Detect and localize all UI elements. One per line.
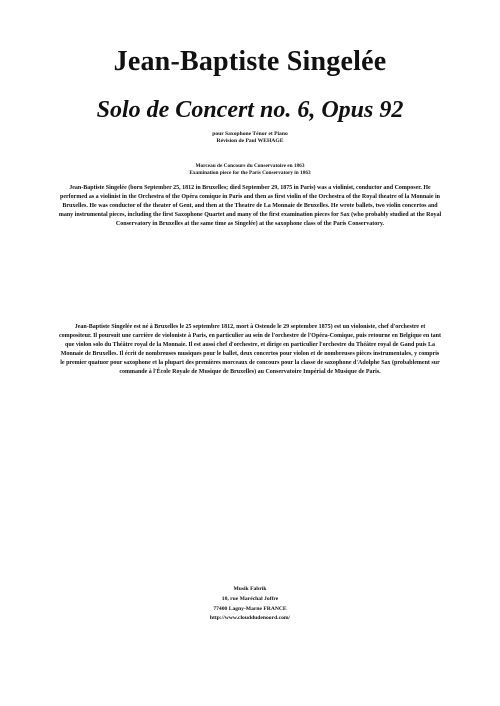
occasion-line-french: Morceau de Concours du Conservatoire en 1863 xyxy=(195,163,305,169)
revision-line: Révision de Paul WEHAGE xyxy=(216,138,284,144)
publisher-city: 77400 Lagny-Marne FRANCE xyxy=(213,605,287,612)
instrumentation-block xyxy=(0,131,500,145)
occasion-line-english: Examination piece for the Paris Conservatory in 1863 xyxy=(189,170,311,176)
instrumentation-line: pour Saxophone Ténor et Piano xyxy=(212,131,288,137)
composer-name: Jean-Baptiste Singelée xyxy=(113,46,387,77)
publisher-street: 10, rue Maréchal Joffre xyxy=(221,595,279,602)
biography-english: Jean-Baptiste Singelée (born September 25, 1812 in Bruxelles; died September 29, 1875 in Paris) was a violinist, conductor and Composer. He performed as a violinist in the Orchestra of the Opéra comique in Paris and then as first violin of the Orchestra of the Royal theatre of la Monnaie in Bruxelles. He was conductor of the theater of Gent, and then at the Theatre de La Monnaie de Bruxelles. He wrote ballets, two violin concertos and many instrumental pieces, including the first Saxophone Quartet and many of the first examination pieces for Sax (who probably studied at the Royal Conservatory in Bruxelles at the same time as Singelée) at the saxophone class of the Paris Conservatory. xyxy=(58,185,442,227)
work-title: Solo de Concert no. 6, Opus 92 xyxy=(96,97,404,123)
publisher-block xyxy=(0,585,500,624)
publisher-url-link[interactable]: http://www.clouddudenoord.com/ xyxy=(209,615,291,622)
publisher-name: Musik Fabrik xyxy=(233,586,267,592)
biography-french: Jean-Baptiste Singelée est né à Bruxelles le 25 septembre 1812, mort à Ostende le 29 septembre 1875) est un violoniste, chef d'orchestre et compositeur. Il poursuit une carrière de violoniste à Paris, en particulier au sein de l'orchestre de l'Opéra-Comique, puis retourne en Belgique en tant que violon solo du Théâtre royal de la Monnaie. Il est aussi chef d'orchestre, et dirige en particulier l'orchestre du Théâtre royal de Gand puis La Monnaie de Bruxelles. Il écrit de nombreuses musiques pour le ballet, deux concertos pour violon et de nombreuses pièces instrumentales, y compris le premier quatuor pour saxophone et la plupart des premières morceaux de concours pour la classe de saxophone d'Adolphe Sax (probablement sur commande à l'École Royale de Musique de Bruxelles) au Conservatoire Impérial de Musique de Paris. xyxy=(58,324,442,375)
occasion-block xyxy=(0,163,500,177)
